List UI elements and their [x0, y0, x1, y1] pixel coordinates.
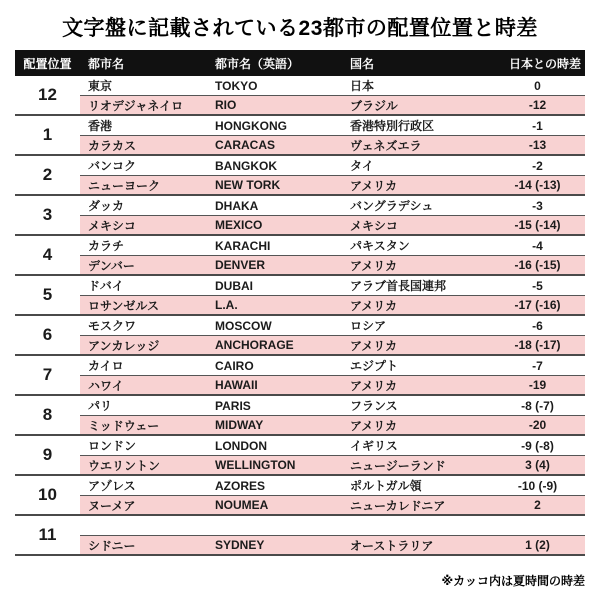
time-diff-value: 3 (4) [525, 458, 550, 472]
position-group [15, 514, 585, 554]
table-row [80, 535, 585, 554]
city-name-jp: モスクワ [88, 319, 137, 333]
table-row [80, 436, 585, 455]
table-row [80, 316, 585, 335]
city-name-jp: リオデジャネイロ [88, 98, 184, 113]
table-row [80, 295, 585, 314]
table-row [80, 255, 585, 274]
city-name-en: CARACAS [215, 138, 275, 152]
country-name: エジプト [350, 359, 399, 373]
col-header-position: 配置位置 [23, 56, 72, 71]
col-header-city-jp: 都市名 [88, 56, 125, 71]
table-row [80, 215, 585, 234]
country-name: ブラジル [350, 98, 398, 113]
city-name-en: SYDNEY [215, 538, 265, 552]
position-number: 7 [42, 365, 53, 384]
city-name-jp: ロサンゼルス [88, 298, 160, 313]
table-row [80, 196, 585, 215]
group-rows [80, 276, 585, 314]
table-row [80, 335, 585, 354]
country-name: アラブ首長国連邦 [350, 279, 447, 293]
table-header [15, 50, 585, 76]
time-diff-value: -12 [528, 98, 547, 112]
group-rows [80, 116, 585, 154]
city-name-en: BANGKOK [215, 158, 277, 173]
time-diff-value: -10 (-9) [517, 478, 558, 493]
position-group [15, 76, 585, 114]
page-title: 文字盤に記載されている23都市の配置位置と時差 [62, 17, 538, 40]
footnote: ※カッコ内は夏時間の時差 [441, 574, 585, 588]
city-name-jp: カイロ [88, 359, 124, 373]
position-number: 1 [42, 125, 53, 144]
city-name-en: TOKYO [215, 78, 258, 93]
position-group [15, 394, 585, 434]
country-name: タイ [350, 159, 374, 173]
city-name-jp: ダッカ [88, 199, 125, 213]
city-name-en: NOUMEA [215, 498, 269, 512]
time-diff-value: -6 [532, 318, 543, 333]
city-name-jp: バンコク [88, 159, 137, 173]
country-name: メキシコ [350, 218, 398, 233]
city-name-en: MEXICO [215, 218, 263, 232]
group-rows [80, 396, 585, 434]
group-rows [80, 196, 585, 234]
country-name: ニュージーランド [350, 458, 446, 473]
position-number: 10 [38, 485, 57, 504]
city-name-en: DENVER [215, 258, 266, 272]
table-body [15, 76, 585, 556]
table-row [80, 175, 585, 194]
time-diff-value: -15 (-14) [514, 218, 561, 232]
position-number: 4 [42, 245, 53, 264]
position-group [15, 434, 585, 474]
city-name-en: DHAKA [215, 198, 259, 213]
city-name-jp: ハワイ [88, 378, 124, 393]
country-name: オーストラリア [350, 538, 434, 553]
col-header-time-diff: 日本との時差 [508, 56, 581, 71]
time-diff-value: -1 [532, 118, 543, 133]
table-row [80, 495, 585, 514]
group-rows [80, 516, 585, 554]
position-group [15, 114, 585, 154]
time-diff-value: -8 (-7) [521, 398, 554, 413]
country-name: アメリカ [350, 378, 398, 393]
group-rows [80, 436, 585, 474]
position-number: 9 [42, 445, 53, 464]
time-diff-value: -13 [528, 138, 547, 152]
time-diff-value: -3 [532, 198, 543, 213]
position-number: 6 [42, 325, 53, 344]
position-group [15, 234, 585, 274]
city-name-jp: ウエリントン [88, 458, 161, 473]
group-rows [80, 476, 585, 514]
city-name-en: ANCHORAGE [215, 338, 294, 352]
city-name-en: LONDON [215, 438, 267, 453]
col-header-country: 国名 [350, 56, 375, 71]
country-name: アメリカ [350, 298, 398, 313]
time-diff-value: -16 (-15) [514, 258, 561, 272]
position-group [15, 194, 585, 234]
city-name-jp: 香港 [88, 119, 113, 133]
city-name-en: CAIRO [215, 358, 254, 373]
time-diff-value: -18 (-17) [514, 338, 561, 352]
position-number: 12 [38, 85, 57, 104]
city-name-jp: ミッドウェー [88, 418, 160, 433]
col-header-city-en: 都市名（英語） [215, 56, 300, 71]
table-row [80, 276, 585, 295]
table-row [80, 476, 585, 495]
city-name-en: L.A. [215, 298, 238, 312]
time-diff-value: -7 [532, 358, 543, 373]
country-name: ヴェネズエラ [350, 138, 422, 153]
position-number: 3 [42, 205, 53, 224]
time-diff-value: -5 [532, 278, 543, 293]
country-name: ロシア [350, 319, 387, 333]
table-row [80, 356, 585, 375]
country-name: アメリカ [350, 418, 398, 433]
time-diff-value: 2 [534, 498, 541, 512]
group-rows [80, 76, 585, 114]
city-name-en: HONGKONG [215, 118, 287, 133]
city-name-en: AZORES [215, 478, 266, 493]
city-name-jp: ヌーメア [88, 498, 136, 513]
table-row [80, 135, 585, 154]
position-group [15, 274, 585, 314]
country-name: ポルトガル領 [350, 479, 422, 493]
position-group [15, 354, 585, 394]
city-name-jp: アンカレッジ [88, 338, 160, 353]
position-number: 5 [42, 285, 53, 304]
city-name-jp: カラチ [88, 239, 125, 253]
city-name-en: WELLINGTON [215, 458, 296, 472]
group-rows [80, 356, 585, 394]
table-row [80, 415, 585, 434]
time-diff-value: 1 (2) [525, 538, 550, 552]
table-row [80, 516, 585, 535]
city-name-jp: カラカス [88, 138, 137, 153]
position-number: 8 [42, 405, 53, 424]
country-name: イギリス [350, 439, 398, 453]
time-diff-value: -19 [528, 378, 547, 392]
country-name: アメリカ [350, 338, 398, 353]
table-row [80, 236, 585, 255]
city-name-jp: デンバー [88, 258, 135, 273]
time-diff-value: 0 [534, 78, 541, 93]
city-name-en: MIDWAY [215, 418, 264, 432]
city-name-en: RIO [215, 98, 237, 112]
time-diff-value: -4 [532, 238, 543, 253]
city-name-en: KARACHI [215, 238, 271, 253]
country-name: 香港特別行政区 [350, 119, 435, 133]
position-group [15, 154, 585, 194]
country-name: ニューカレドニア [350, 498, 446, 513]
timezone-table [15, 50, 585, 556]
position-group [15, 314, 585, 354]
city-name-jp: ロンドン [88, 439, 137, 453]
city-name-jp: シドニー [88, 538, 136, 553]
city-name-jp: パリ [88, 399, 113, 413]
time-diff-value: -20 [528, 418, 547, 432]
table-row [80, 95, 585, 114]
city-name-jp: 東京 [88, 79, 113, 93]
time-diff-value: -9 (-8) [521, 438, 554, 453]
position-number: 11 [38, 525, 57, 544]
table-row [80, 396, 585, 415]
position-number: 2 [42, 165, 53, 184]
country-name: バングラデシュ [350, 199, 434, 213]
time-diff-value: -2 [532, 158, 543, 173]
position-group [15, 474, 585, 514]
country-name: フランス [350, 399, 398, 413]
group-rows [80, 156, 585, 194]
table-row [80, 116, 585, 135]
country-name: アメリカ [350, 258, 398, 273]
table-row [80, 455, 585, 474]
table-row [80, 375, 585, 394]
city-name-jp: メキシコ [88, 218, 136, 233]
city-name-en: DUBAI [215, 278, 253, 293]
table-row [80, 156, 585, 175]
city-name-en: MOSCOW [215, 318, 272, 333]
group-rows [80, 236, 585, 274]
time-diff-value: -17 (-16) [514, 298, 561, 312]
country-name: パキスタン [350, 239, 410, 253]
time-diff-value: -14 (-13) [514, 178, 561, 192]
table-row [80, 76, 585, 95]
city-name-jp: アゾレス [88, 479, 136, 493]
group-rows [80, 316, 585, 354]
city-name-en: NEW TORK [215, 178, 281, 192]
city-name-en: PARIS [215, 398, 251, 413]
country-name: 日本 [350, 79, 375, 93]
city-name-jp: ドバイ [88, 279, 124, 293]
country-name: アメリカ [350, 178, 398, 193]
city-name-jp: ニューヨーク [88, 178, 161, 193]
city-name-en: HAWAII [215, 378, 258, 392]
